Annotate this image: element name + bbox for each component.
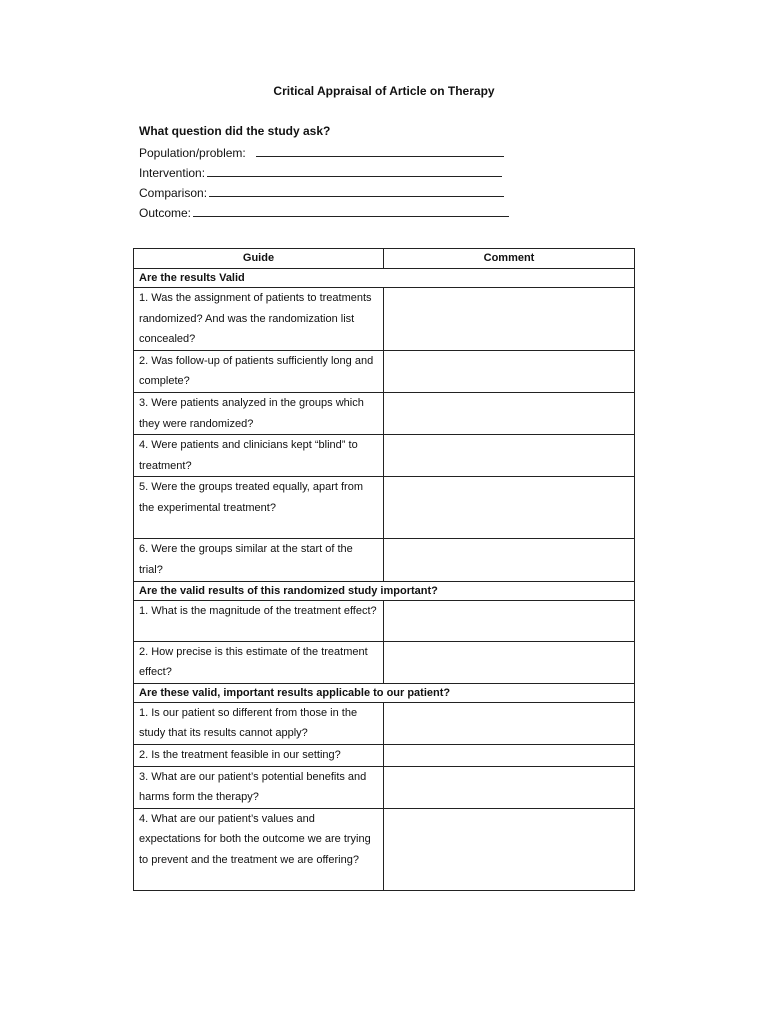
table-row [134,288,635,351]
intervention-field [139,165,502,181]
guide-question: 3. Were patients analyzed in the groups which they were randomized? [134,392,384,434]
outcome-label: Outcome: [139,206,192,220]
comment-cell[interactable] [384,539,635,581]
table-row [134,600,635,641]
table-row [134,477,635,539]
comment-cell[interactable] [384,808,635,890]
guide-question: 6. Were the groups similar at the start of the trial? [134,539,384,581]
table-row [134,808,635,890]
table-header-row [134,249,635,269]
table-row [134,392,635,434]
population-answer-line[interactable] [256,145,504,157]
guide-question: 2. Was follow-up of patients sufficiently long and complete? [134,350,384,392]
guide-question: 2. How precise is this estimate of the treatment effect? [134,641,384,683]
table-row [134,350,635,392]
section-validity-row [134,269,635,288]
intervention-answer-line[interactable] [207,165,502,177]
table-row [134,766,635,808]
guide-question: 1. What is the magnitude of the treatment effect? [134,600,384,641]
comment-cell[interactable] [384,350,635,392]
guide-question: 5. Were the groups treated equally, apart from the experimental treatment? [134,477,384,539]
comment-cell[interactable] [384,641,635,683]
outcome-field [139,205,509,221]
section-heading: Are these valid, important results applicable to our patient? [134,683,635,702]
comment-cell[interactable] [384,288,635,351]
appraisal-table [133,248,635,891]
guide-question: 2. Is the treatment feasible in our setting? [134,744,384,766]
table-row [134,744,635,766]
question-heading: What question did the study ask? [139,124,331,138]
comment-cell[interactable] [384,766,635,808]
comment-cell[interactable] [384,600,635,641]
section-heading: Are the results Valid [134,269,635,288]
guide-question: 4. What are our patient’s values and expectations for both the outcome we are trying to prevent and the treatment we are offering? [134,808,384,890]
section-importance-row [134,581,635,600]
guide-header: Guide [134,249,384,269]
guide-question: 4. Were patients and clinicians kept “blind” to treatment? [134,435,384,477]
table-row [134,435,635,477]
section-applicability-row [134,683,635,702]
table-row [134,641,635,683]
comparison-field [139,185,504,201]
comparison-answer-line[interactable] [209,185,504,197]
comment-cell[interactable] [384,392,635,434]
guide-question: 1. Was the assignment of patients to treatments randomized? And was the randomization list concealed? [134,288,384,351]
section-heading: Are the valid results of this randomized study important? [134,581,635,600]
comment-cell[interactable] [384,744,635,766]
page-title: Critical Appraisal of Article on Therapy [273,84,495,98]
table-row [134,539,635,581]
guide-question: 1. Is our patient so different from those in the study that its results cannot apply? [134,702,384,744]
comment-cell[interactable] [384,702,635,744]
table-row [134,702,635,744]
population-field [139,145,504,161]
comment-cell[interactable] [384,477,635,539]
comparison-label: Comparison: [139,186,208,200]
comment-cell[interactable] [384,435,635,477]
outcome-answer-line[interactable] [193,205,509,217]
intervention-label: Intervention: [139,166,206,180]
population-label: Population/problem: [139,146,246,160]
comment-header: Comment [384,249,635,269]
guide-question: 3. What are our patient’s potential benefits and harms form the therapy? [134,766,384,808]
